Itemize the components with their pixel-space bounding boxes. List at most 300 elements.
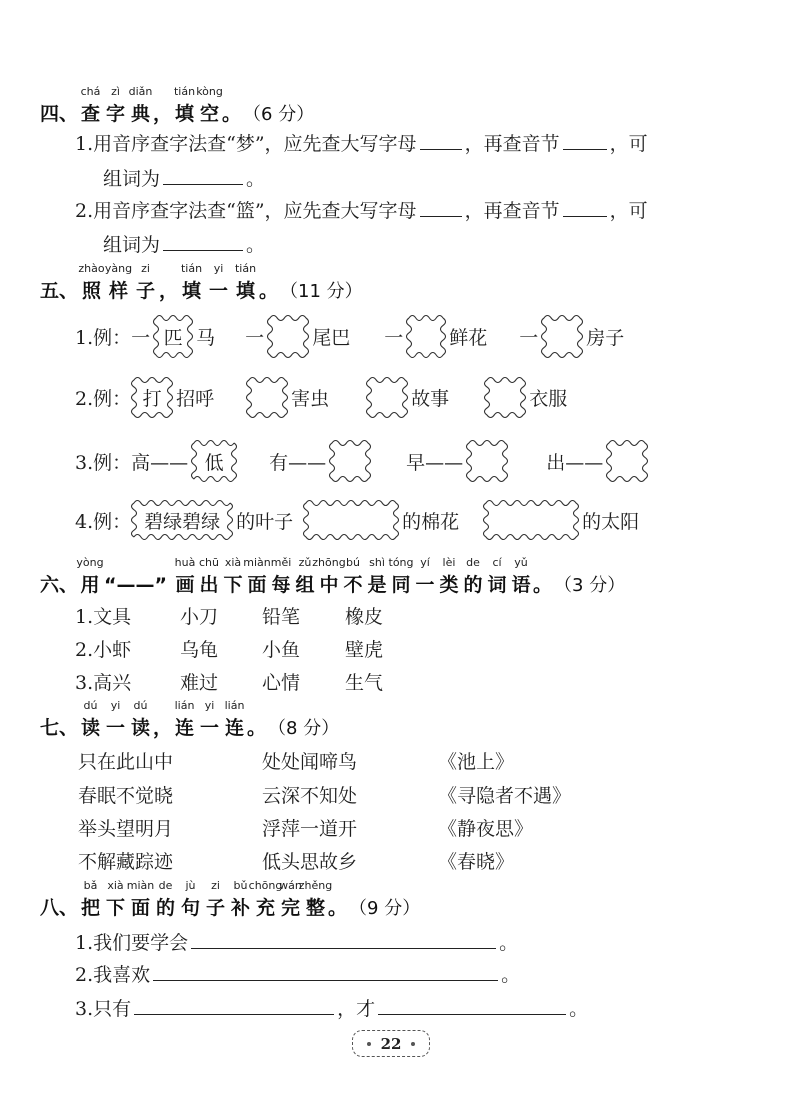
pinyin: yòng: [76, 556, 104, 569]
example-answer: 打: [142, 388, 162, 410]
heading-char: [413, 556, 437, 597]
example-row-1: [75, 315, 624, 358]
heading-char-text: 。: [222, 103, 242, 125]
wavy-border: [406, 315, 446, 358]
suffix-text: 马: [196, 327, 216, 349]
word-item: 难过: [180, 672, 219, 694]
pinyin: xià: [224, 556, 242, 569]
question-4-2-line-2: [103, 232, 265, 256]
answer-box: [303, 500, 399, 540]
section-score: （9 分）: [349, 898, 421, 919]
pinyin: de: [158, 879, 173, 892]
section-6-heading: [40, 556, 626, 597]
heading-char: [103, 85, 128, 126]
heading-char-text: 句: [181, 897, 201, 919]
fill-group: [245, 315, 350, 358]
poem-line-first: 只在此山中: [78, 751, 174, 773]
pinyin: miàn: [243, 556, 271, 569]
heading-char: [197, 556, 221, 597]
question-text: 组词为: [103, 168, 161, 190]
fill-group: [269, 440, 371, 482]
word-item: 橡皮: [345, 606, 384, 628]
heading-char-text: 七、: [40, 717, 79, 739]
poem-line-first: 春眠不觉晓: [78, 785, 174, 807]
heading-char-text: 语: [511, 574, 531, 596]
pinyin: dú: [83, 699, 98, 712]
heading-char-text: 读: [131, 717, 151, 739]
heading-char: [243, 556, 271, 597]
suffix-text: 鲜花: [449, 327, 488, 349]
sentence-3: [75, 996, 588, 1020]
question-text: ，再查音节: [464, 133, 560, 155]
heading-char-text: 出: [199, 574, 219, 596]
heading-char: [178, 879, 203, 920]
poem-line-first: 不解藏踪迹: [78, 851, 174, 873]
pinyin: yi: [110, 699, 121, 712]
heading-char-text: 用: [80, 574, 100, 596]
pinyin: shì: [369, 556, 385, 569]
heading-char-text: 下: [223, 574, 243, 596]
heading-char: [388, 556, 414, 597]
question-text: ，可: [609, 200, 648, 222]
word-item: 小鱼: [262, 639, 301, 661]
prefix-text: 早——: [406, 451, 464, 474]
pinyin: tián: [173, 85, 196, 98]
prefix-text: 一: [245, 327, 265, 349]
answer-blank: [378, 996, 566, 1015]
heading-char-text: 子: [136, 280, 156, 302]
example-group: [131, 377, 214, 418]
page-number-badge: [352, 1030, 430, 1057]
answer-blank: [191, 930, 496, 949]
heading-char-text: 一: [415, 574, 435, 596]
word-item: 铅笔: [262, 606, 301, 628]
heading-char: [485, 556, 509, 597]
question-text: ，再查音节: [464, 200, 560, 222]
heading-char-text: 查: [81, 103, 101, 125]
wavy-border-path: [484, 501, 579, 540]
heading-char-text: 五、: [40, 280, 79, 302]
poem-line-first: 举头望明月: [78, 818, 174, 840]
poem-title: 《静夜思》: [438, 818, 534, 840]
pinyin: yí: [420, 556, 430, 569]
heading-char: [126, 879, 155, 920]
heading-char: [78, 879, 103, 920]
heading-char-text: 。: [533, 574, 553, 596]
example-group: [131, 315, 215, 358]
heading-char: [197, 699, 222, 740]
wavy-border-path: [607, 441, 648, 482]
heading-char-text: ，: [153, 717, 173, 739]
suffix-text: 招呼: [176, 388, 215, 410]
fill-group: [406, 440, 508, 482]
wavy-border: [484, 377, 526, 418]
heading-char-text: “——”: [104, 574, 167, 596]
example-answer-box: [191, 440, 237, 482]
heading-char: [221, 556, 245, 597]
heading-punct: [247, 716, 266, 740]
example-answer-box: [153, 315, 193, 358]
word-item: 壁虎: [345, 639, 384, 661]
heading-char-text: 八、: [40, 897, 79, 919]
heading-char-text: 类: [439, 574, 459, 596]
heading-char-text: 是: [367, 574, 387, 596]
example-answer-box: [131, 377, 173, 418]
pinyin: miàn: [126, 879, 155, 892]
heading-char: [78, 85, 103, 126]
wavy-border-path: [367, 378, 408, 418]
answer-blank: [420, 198, 462, 217]
question-4-1-line-2: [103, 166, 265, 190]
answer-blank: [563, 198, 607, 217]
heading-char-text: 字: [106, 103, 126, 125]
answer-blank: [420, 131, 462, 150]
pinyin: tián: [234, 262, 257, 275]
pinyin: zì: [111, 85, 120, 98]
question-text: 。: [246, 168, 266, 190]
heading-char-text: 连: [225, 717, 245, 739]
pinyin: diǎn: [128, 85, 153, 98]
section-score: （8 分）: [268, 718, 340, 739]
heading-char: [341, 556, 365, 597]
heading-char-text: 一: [209, 280, 229, 302]
pinyin: zi: [211, 879, 220, 892]
heading-punct: [328, 896, 347, 920]
question-4-1-line-1: [75, 131, 648, 155]
fill-group: [246, 377, 329, 418]
pinyin: chōng: [248, 879, 283, 892]
sentence-1: [75, 930, 518, 954]
heading-char: [203, 879, 228, 920]
question-4-2-line-1: [75, 198, 648, 222]
suffix-text: 害虫: [291, 388, 330, 410]
heading-char: [128, 85, 153, 126]
pinyin: tián: [180, 262, 203, 275]
fill-group: [366, 377, 449, 418]
heading-punct: [40, 573, 78, 597]
heading-char-text: 填: [236, 280, 256, 302]
example-group: [131, 440, 237, 482]
example-answer-box: [131, 500, 233, 540]
pinyin: zǔ: [298, 556, 312, 569]
heading-char-text: ，: [159, 280, 179, 302]
dot-ornament-icon: [367, 1042, 371, 1046]
heading-char: [196, 85, 223, 126]
heading-char: [222, 699, 247, 740]
heading-char-text: 六、: [40, 574, 79, 596]
example-answer: 匹: [163, 327, 183, 349]
section-8-heading: [40, 879, 421, 920]
heading-char: [104, 262, 133, 303]
poem-title: 《寻隐者不遇》: [438, 785, 572, 807]
sentence-text: 。: [569, 998, 589, 1020]
answer-box: [329, 440, 371, 482]
question-text: 2.用音序查字法查“篮”，应先查大写字母: [75, 200, 417, 222]
wavy-border-path: [467, 441, 508, 482]
heading-char: [461, 556, 485, 597]
poem-title: 《池上》: [438, 751, 515, 773]
answer-blank: [134, 996, 334, 1015]
heading-char: [153, 879, 178, 920]
heading-char-text: 下: [106, 897, 126, 919]
heading-char: [78, 699, 103, 740]
heading-char-text: 填: [182, 280, 202, 302]
poem-line-second: 低头思故乡: [262, 851, 358, 873]
heading-char-text: 面: [247, 574, 267, 596]
heading-char-text: 画: [175, 574, 195, 596]
heading-char-text: 一: [106, 717, 126, 739]
word-item: 生气: [345, 672, 384, 694]
pinyin: chá: [80, 85, 101, 98]
heading-punct: [159, 279, 178, 303]
heading-char: [76, 556, 104, 597]
heading-char-text: 词: [487, 574, 507, 596]
pinyin: yi: [204, 699, 215, 712]
pinyin: lèi: [442, 556, 456, 569]
sentence-text: 1.我们要学会: [75, 932, 189, 954]
heading-punct: [40, 279, 78, 303]
section-score: （11 分）: [280, 281, 363, 302]
heading-char-text: 充: [256, 897, 276, 919]
question-text: ，可: [609, 133, 648, 155]
pinyin: zhào: [78, 262, 105, 275]
answer-box: [246, 377, 288, 418]
fill-group: [483, 500, 639, 540]
suffix-text: 的棉花: [402, 510, 460, 533]
pinyin: tóng: [388, 556, 414, 569]
heading-char: [103, 699, 128, 740]
suffix-text: 房子: [586, 327, 625, 349]
heading-char-text: 一: [200, 717, 220, 739]
fill-group: [484, 377, 567, 418]
answer-box: [606, 440, 648, 482]
heading-char-text: ，: [153, 103, 173, 125]
wavy-border-path: [304, 501, 399, 540]
word-item: 乌龟: [180, 639, 219, 661]
wavy-border: [466, 440, 508, 482]
fill-group: [546, 440, 648, 482]
heading-char-text: 典: [131, 103, 151, 125]
sentence-text: 2.我喜欢: [75, 964, 151, 986]
wavy-border-path: [268, 316, 309, 358]
word-item: 心情: [262, 672, 301, 694]
sentence-text: 。: [501, 964, 521, 986]
heading-char: [178, 262, 205, 303]
answer-box: [466, 440, 508, 482]
answer-blank: [153, 962, 498, 981]
heading-char-text: 的: [463, 574, 483, 596]
heading-char-text: 组: [295, 574, 315, 596]
section-5-heading: [40, 262, 363, 303]
heading-char-text: 中: [319, 574, 339, 596]
pinyin: yàng: [104, 262, 133, 275]
fill-group: [519, 315, 624, 358]
example-answer: 低: [204, 451, 224, 474]
heading-char: [172, 85, 197, 126]
poem-line-second: 云深不知处: [262, 785, 358, 807]
prefix-text: 有——: [269, 451, 327, 474]
heading-char: [278, 879, 303, 920]
heading-char: [78, 262, 105, 303]
heading-punct: [40, 102, 78, 126]
heading-char: [173, 556, 197, 597]
pinyin: lián: [174, 699, 195, 712]
heading-char-text: 子: [206, 897, 226, 919]
heading-char-text: 完: [281, 897, 301, 919]
heading-char-text: 补: [231, 897, 251, 919]
heading-char-text: 。: [247, 717, 267, 739]
question-text: 。: [246, 234, 266, 256]
fill-group: [384, 315, 487, 358]
heading-punct: [104, 573, 167, 597]
sentence-text: ，才: [337, 998, 376, 1020]
pinyin: xià: [107, 879, 124, 892]
pinyin: bǎ: [83, 879, 98, 892]
suffix-text: 的叶子: [236, 510, 294, 533]
pinyin: yi: [213, 262, 224, 275]
heading-char: [232, 262, 259, 303]
fill-group: [303, 500, 459, 540]
row-label: 3.例：: [75, 451, 132, 474]
pinyin: lián: [224, 699, 245, 712]
section-7-heading: [40, 699, 340, 740]
wavy-border: [366, 377, 408, 418]
heading-char: [128, 699, 153, 740]
wavy-border: [606, 440, 648, 482]
prefix-text: 高——: [131, 451, 189, 474]
heading-char: [269, 556, 293, 597]
question-text: 组词为: [103, 234, 161, 256]
heading-char: [509, 556, 533, 597]
heading-char: [293, 556, 317, 597]
example-row-3: [75, 440, 648, 482]
answer-box: [483, 500, 579, 540]
prefix-text: 一: [384, 327, 404, 349]
example-row-2: [75, 377, 567, 418]
row-label: 1.例：: [75, 327, 132, 349]
heading-char: [437, 556, 461, 597]
pinyin: wán: [279, 879, 302, 892]
wavy-border: [541, 315, 583, 358]
pinyin: chū: [199, 556, 219, 569]
heading-char-text: 把: [81, 897, 101, 919]
answer-box: [267, 315, 309, 358]
heading-punct: [153, 716, 172, 740]
heading-char: [228, 879, 253, 920]
pinyin: cí: [492, 556, 502, 569]
dot-ornament-icon: [411, 1042, 415, 1046]
heading-punct: [153, 102, 172, 126]
answer-blank: [563, 131, 607, 150]
answer-box: [366, 377, 408, 418]
example-group: [131, 500, 293, 540]
pinyin: bǔ: [233, 879, 248, 892]
poem-title: 《春晓》: [438, 851, 515, 873]
wavy-border: [483, 500, 579, 540]
section-score: （6 分）: [243, 104, 315, 125]
wavy-border: [246, 377, 288, 418]
answer-box: [484, 377, 526, 418]
heading-char-text: 面: [131, 897, 151, 919]
heading-char: [103, 879, 128, 920]
heading-punct: [222, 102, 241, 126]
wavy-border: [267, 315, 309, 358]
row-label: 4.例：: [75, 510, 132, 533]
pinyin: zhěng: [298, 879, 333, 892]
heading-char-text: 照: [82, 280, 102, 302]
pinyin: zhōng: [312, 556, 346, 569]
wavy-border: [329, 440, 371, 482]
heading-punct: [40, 716, 78, 740]
wavy-border-path: [485, 378, 526, 418]
sentence-text: 。: [499, 932, 519, 954]
prefix-text: 出——: [546, 451, 604, 474]
pinyin: zi: [141, 262, 150, 275]
example-answer: 碧绿碧绿: [144, 510, 221, 533]
answer-box: [541, 315, 583, 358]
heading-char-text: 不: [343, 574, 363, 596]
heading-char-text: 连: [175, 717, 195, 739]
pinyin: bú: [346, 556, 360, 569]
prefix-text: 一: [519, 327, 539, 349]
sentence-text: 3.只有: [75, 998, 132, 1020]
section-score: （3 分）: [554, 575, 626, 596]
heading-char-text: 空: [200, 103, 220, 125]
heading-char: [298, 879, 333, 920]
wavy-border-path: [407, 316, 446, 358]
heading-char: [172, 699, 197, 740]
answer-blank: [163, 232, 243, 251]
heading-char-text: 读: [81, 717, 101, 739]
sentence-2: [75, 962, 520, 986]
row-label: 2.例：: [75, 388, 132, 410]
pinyin: jù: [185, 879, 196, 892]
heading-char-text: 四、: [40, 103, 79, 125]
heading-char: [132, 262, 159, 303]
wavy-border-path: [330, 441, 371, 482]
heading-char-text: 。: [328, 897, 348, 919]
heading-char-text: 样: [109, 280, 129, 302]
answer-blank: [163, 166, 243, 185]
suffix-text: 尾巴: [312, 327, 351, 349]
word-item: 1.文具: [75, 606, 132, 628]
heading-char: [248, 879, 283, 920]
word-item: 小刀: [180, 606, 219, 628]
heading-char: [365, 556, 389, 597]
heading-char: [205, 262, 232, 303]
heading-char-text: 整: [306, 897, 326, 919]
poem-line-second: 处处闻啼鸟: [262, 751, 358, 773]
heading-punct: [40, 896, 78, 920]
heading-char-text: 同: [391, 574, 411, 596]
suffix-text: 故事: [411, 388, 450, 410]
pinyin: yǔ: [514, 556, 528, 569]
prefix-text: 一: [131, 327, 151, 349]
wavy-border: [303, 500, 399, 540]
pinyin: huà: [174, 556, 196, 569]
example-row-4: [75, 500, 639, 540]
heading-punct: [259, 279, 278, 303]
pinyin: de: [466, 556, 480, 569]
word-item: 2.小虾: [75, 639, 132, 661]
word-item: 3.高兴: [75, 672, 132, 694]
heading-char: [312, 556, 346, 597]
suffix-text: 衣服: [529, 388, 568, 410]
pinyin: dú: [133, 699, 148, 712]
heading-punct: [533, 573, 552, 597]
pinyin: kòng: [196, 85, 223, 98]
heading-char-text: 每: [271, 574, 291, 596]
